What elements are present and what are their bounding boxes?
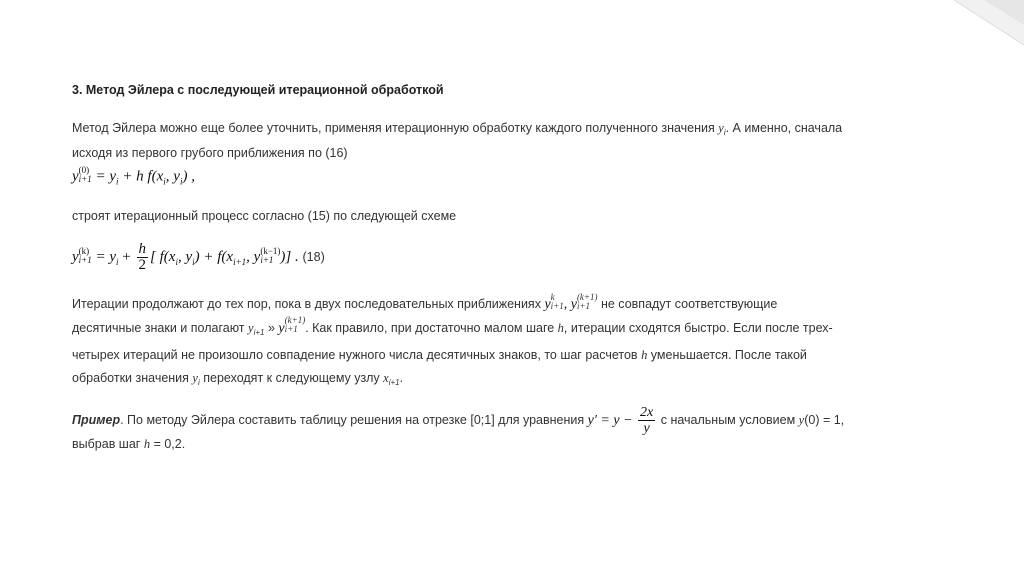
- iter-line3-b: уменьшается. После такой: [650, 348, 807, 362]
- iter-var-yi: y: [192, 370, 198, 385]
- paragraph-scheme: строят итерационный процесс согласно (15) по следующей схеме: [72, 209, 457, 223]
- f18-body3: ) + f(x: [194, 248, 234, 265]
- f18-body4: , y: [246, 248, 261, 265]
- iter-var-h: h: [557, 320, 564, 335]
- intro-text-a: Метод Эйлера можно еще более уточнить, применяя итерационную обработку каждого полученного значения: [72, 121, 715, 135]
- f18-body1: [ f(x: [150, 248, 176, 265]
- iter-m3-bot: i+1: [284, 324, 298, 335]
- iter-var-y-sub: i+1: [253, 327, 265, 337]
- iter-m3-top: (k+1): [284, 315, 306, 326]
- iter-line2-c: , итерации сходятся быстро. Если после трех-: [563, 320, 833, 335]
- iter-m1-top: k: [550, 291, 555, 302]
- example-ode-fraction: [638, 405, 655, 436]
- iter-line4-b: переходят к следующему узлу: [203, 370, 380, 385]
- section-heading: 3. Метод Эйлера с последующей итерационной обработкой: [72, 83, 444, 97]
- var-y: y: [718, 121, 724, 135]
- f18-lhs-sub: i+1: [78, 254, 92, 265]
- intro-text-c: исходя из первого грубого приближения по (16): [72, 146, 348, 160]
- example-init-var: y: [798, 412, 805, 427]
- f16-close: ) ,: [182, 168, 195, 185]
- example-text-c: выбрав шаг: [72, 437, 141, 451]
- f16-comma: , y: [165, 168, 180, 185]
- var-y-sub: i: [723, 128, 726, 137]
- formula-16: [72, 165, 195, 187]
- f18-lhs: y: [72, 248, 79, 265]
- f16-rhs: = y: [95, 168, 117, 185]
- f16-rhs-sub: i: [116, 176, 119, 187]
- iter-line4-c: .: [399, 370, 404, 385]
- paragraph-example: [72, 405, 844, 436]
- iter-math-yk1b: y: [278, 320, 285, 336]
- f16-y-sub: i: [179, 176, 183, 187]
- f18-plus: +: [122, 248, 131, 265]
- iter-var-y: y: [248, 320, 254, 335]
- iter-var-yi-sub: i: [197, 377, 200, 387]
- iter-m1-bot: i+1: [550, 300, 564, 311]
- iter-m-sep: ,: [563, 297, 568, 312]
- paragraph-intro: [72, 118, 842, 164]
- iter-m2-top: (k+1): [576, 291, 598, 302]
- iter-line1-b: не совпадут соответствующие: [600, 297, 778, 311]
- example-text-b: с начальным условием: [660, 412, 796, 427]
- example-step-var: h: [143, 437, 151, 451]
- equation-number-18: (18): [302, 249, 325, 264]
- f18-frac-den: 2: [138, 257, 147, 273]
- paragraph-iterations: [72, 293, 833, 394]
- paragraph-example-step: [72, 437, 185, 452]
- f18-b4-sup: (k−1): [260, 245, 281, 256]
- example-init-rest: (0) = 1,: [804, 412, 845, 427]
- example-ode-num: 2x: [640, 405, 654, 420]
- iter-math-yk: y: [544, 297, 551, 312]
- iter-math-yk1: y: [570, 297, 577, 312]
- f18-b1-sub: i: [175, 256, 178, 267]
- f16-rhs2: + h f(x: [118, 168, 164, 185]
- f18-b2-sub: i: [192, 256, 195, 267]
- iter-var-x-sub: i+1: [388, 377, 400, 387]
- f18-body2: , y: [177, 248, 193, 265]
- example-label: Пример: [72, 412, 121, 427]
- formula-18: [72, 242, 325, 273]
- f18-b3-sub: i+1: [233, 256, 247, 267]
- example-ode-lhs: y′ = y −: [587, 412, 633, 428]
- example-ode-den: y: [643, 421, 650, 436]
- iter-line2-b: . Как правило, при достаточно малом шаге: [305, 320, 555, 335]
- f18-lhs-sup: (k): [78, 245, 90, 256]
- iter-line3-a: четырех итераций не произошло совпадение нужного числа десятичных знаков, то шаг расчетов: [72, 348, 638, 362]
- example-step-rest: = 0,2.: [153, 437, 186, 451]
- f18-body5: )] .: [280, 248, 299, 265]
- iter-var-x: x: [383, 370, 389, 385]
- example-text-a: . По методу Эйлера составить таблицу решения на отрезке [0;1] для уравнения: [120, 412, 585, 427]
- iter-line2-a: десятичные знаки и полагают: [72, 320, 245, 335]
- f18-frac-num: h: [138, 241, 147, 257]
- f18-b4-sub: i+1: [260, 254, 274, 265]
- iter-line1-a: Итерации продолжают до тех пор, пока в двух последовательных приближениях: [72, 297, 541, 311]
- f16-x-sub: i: [163, 176, 166, 187]
- iter-line4-a: обработки значения: [72, 370, 189, 385]
- f18-eq: = y: [95, 248, 117, 265]
- iter-m2-bot: i+1: [576, 300, 591, 311]
- f16-lhs-sub: i+1: [78, 174, 92, 184]
- intro-text-b: . А именно, сначала: [725, 121, 843, 135]
- iter-var-h2: h: [641, 348, 648, 362]
- slide-corner-decoration: [914, 0, 1024, 70]
- f16-lhs: y: [72, 168, 79, 185]
- f16-lhs-sup: (0): [78, 165, 90, 175]
- f18-fraction: [137, 242, 149, 273]
- iter-approx: »: [267, 320, 275, 335]
- f18-eq-sub: i: [116, 256, 119, 267]
